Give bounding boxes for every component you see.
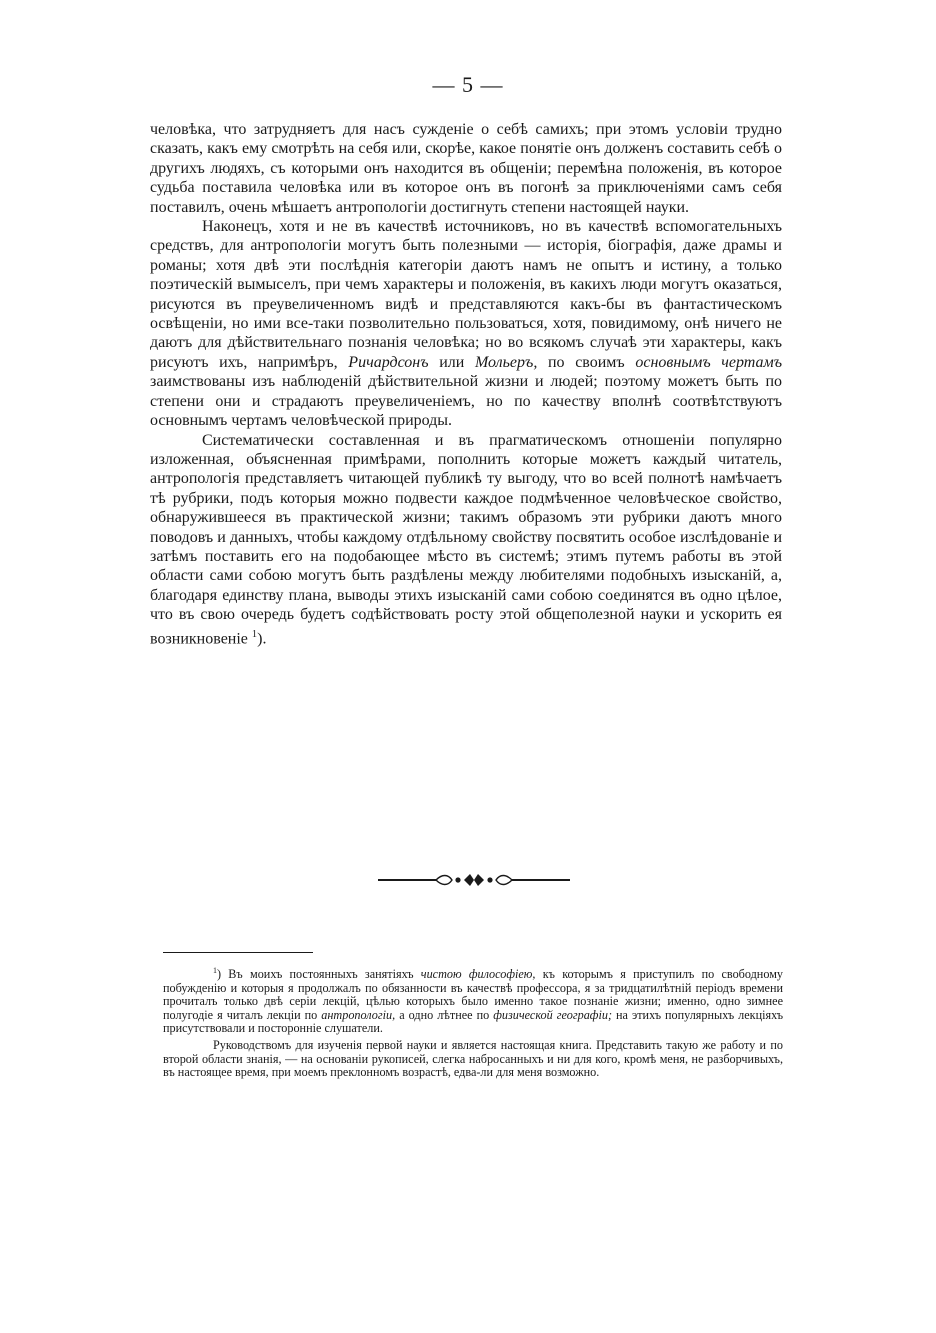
footnote-marker: 1	[213, 966, 217, 975]
ornament-divider	[378, 872, 570, 888]
footnote-text: на этихъ популярныхъ лекціяхъ присутствовали и посторонніе слушатели.	[163, 1007, 784, 1036]
paragraph-text: или	[439, 353, 465, 371]
main-text	[150, 120, 782, 648]
footnote-text: ) Въ моихъ постоянныхъ занятіяхъ	[216, 967, 414, 982]
paragraph-systematic	[150, 431, 782, 649]
paragraph-text: Систематически составленная и въ прагматическомъ отношеніи популярно изложенная, объясненная примѣрами, пополнить которые можетъ каждый читатель, антропологія представляетъ читающей публикѣ ту выгоду, что во всей полнотѣ намѣчаетъ тѣ рубрики, подъ которыя можно подвести каждое подмѣченное человѣческое свойство, обнаружившееся въ практической жизни; такимъ образомъ эти рубрики даютъ много поводовъ и данныхъ, чтобы каждому отдѣльному свойству посвятить особое изслѣдованіе и затѣмъ поставить его на подобающее мѣсто въ системѣ; этимъ путемъ работы въ этой области сами собою могутъ быть раздѣлены между любителями подобныхъ изысканій, а, благодаря единству плана, выводы этихъ изысканій сами собою соединятся въ одно цѣлое, что въ свою очередь будетъ содѣйствовать росту этой общеполезной науки и ускорить ея возникновеніе	[150, 431, 782, 647]
footnote-reference: 1	[251, 628, 258, 640]
footnote-term: чистою философіею,	[420, 967, 536, 982]
paragraph-text: по своимъ	[547, 353, 625, 371]
paragraph-text: Наконецъ, хотя и не въ качествѣ источниковъ, но въ качествѣ вспомогательныхъ средствъ, для антропологіи могутъ быть полезными — исторія, біографія, даже драмы и романы; хотя двѣ эти послѣднія категоріи даютъ намъ не опытъ и истину, а только поэтическій вымыселъ, при чемъ характеры и положенія, въ какихъ люди могутъ оказаться, рисуются въ преувеличенномъ видѣ и представляются какъ-бы въ фантастическомъ освѣщеніи, но ими все-таки позволительно пользоваться, хотя, повидимому, онѣ ничего не даютъ для дѣйствительнаго познанія человѣка; но во всякомъ случаѣ эти характеры, какъ рисуютъ ихъ, напримѣръ,	[150, 218, 782, 371]
paragraph-text: заимствованы изъ наблюденій дѣйствительной жизни и людей; поэтому можетъ быть по степени они и страдаютъ преувеличеніемъ, но по качеству вполнѣ соотвѣтствуютъ основнымъ чертамъ человѣческой природы.	[150, 373, 782, 430]
paragraph-sources	[150, 217, 782, 430]
footnote-continuation: Руководствомъ для изученія первой науки и является настоящая книга. Представить такую же работу и по второй области знанія, — на основаніи рукописей, слегка набросанныхъ и ни для кого, кромѣ меня, не разборчивыхъ, въ настоящее время, при моемъ преклонномъ возрастѣ, едва-ли для меня возможно.	[163, 1038, 783, 1080]
author-name-moliere: Мольеръ,	[474, 353, 538, 371]
emphasis-text: основнымъ чертамъ	[635, 353, 783, 371]
paragraph-continued: человѣка, что затрудняетъ для насъ сужденіе о себѣ самихъ; при этомъ условіи трудно сказать, какъ ему смотрѣть на себя или, скорѣе, какое понятіе онъ долженъ составить себѣ о другихъ людяхъ, съ которыми онъ находится въ общеніи; перемѣна положенія, въ которое судьба поставила человѣка или въ которое онъ въ погонѣ за приключеніями самъ себя поставилъ, очень мѣшаетъ антропологіи достигнуть степени настоящей науки.	[150, 121, 782, 216]
footnote-text: а одно лѣтнее по	[399, 1007, 490, 1022]
footnote-text: къ которымъ я приступилъ по свободному побужденію и которыя я продолжалъ по обязанности въ качествѣ профессора, я за тридцатилѣтній періодъ времени прочиталъ только двѣ серіи лекцій, цѣлью которыхъ было именно такое познаніе жизни; именно, одно зимнее полугодіе я читалъ лекціи по	[163, 967, 783, 1022]
footnote-1	[163, 964, 783, 1036]
footnote-term: антропологіи,	[321, 1007, 396, 1022]
footnote-separator	[163, 952, 313, 953]
page-number: — 5 —	[432, 72, 504, 97]
footnote-term: физической географіи;	[493, 1007, 612, 1022]
paragraph-closing: ).	[257, 629, 267, 647]
footnotes	[163, 964, 783, 1083]
author-name-richardson: Ричардсонъ	[348, 353, 429, 371]
